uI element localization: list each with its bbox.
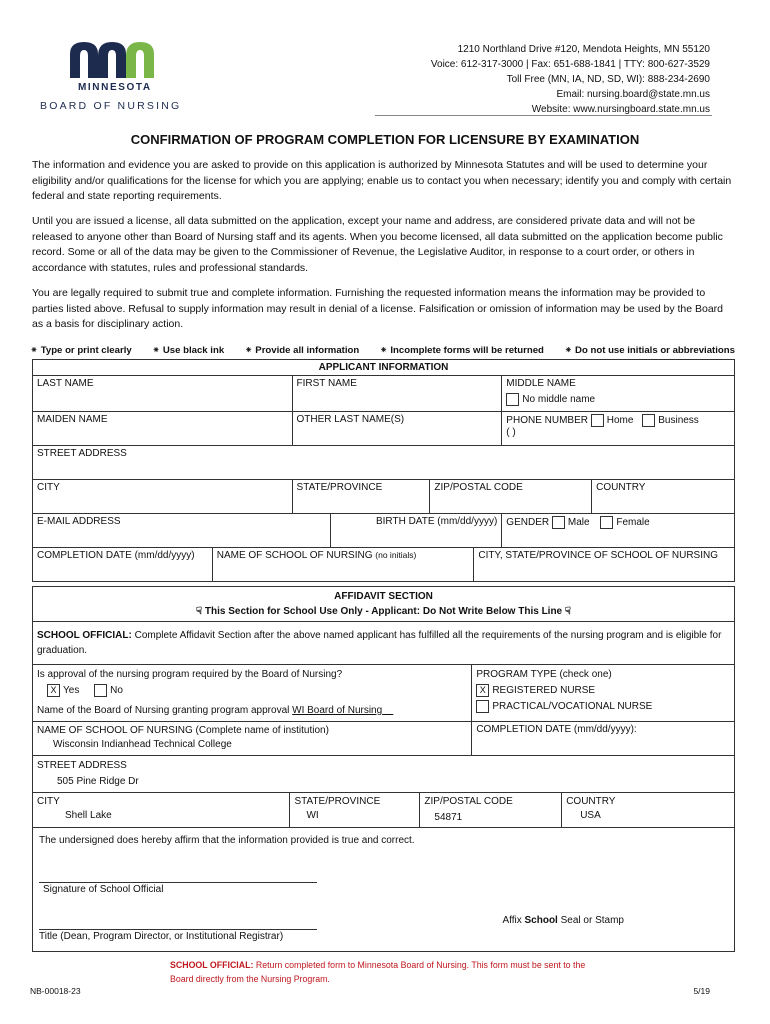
school-city-value: Shell Lake [65,810,112,821]
board-granting-value[interactable]: WI Board of Nursing [292,705,383,716]
school-zip-field[interactable]: ZIP/POSTAL CODE 54871 [420,793,562,828]
gender-field[interactable]: GENDER Male Female [502,514,735,548]
form-version: 5/19 [693,986,710,996]
institution-field[interactable]: NAME OF SCHOOL OF NURSING (Complete name of institution) Wisconsin Indianhead Technical College [33,722,472,756]
bullet-item: ⁕ Incomplete forms will be returned [380,345,544,356]
school-street-value: 505 Pine Ridge Dr [57,776,139,787]
contact-block [431,42,710,117]
affirm-statement: The undersigned does hereby affirm that the information provided is true and correct. [39,835,415,846]
school-country-field[interactable]: COUNTRY USA [562,793,735,828]
school-state-value: WI [306,810,319,821]
first-name-field[interactable]: FIRST NAME [292,376,502,412]
signature-label: Signature of School Official [43,884,164,895]
city-field[interactable]: CITY [33,480,293,514]
mn-logo-icon [40,40,160,80]
down-arrow-icon: ☟ [562,606,571,617]
school-country-value: USA [580,810,601,821]
contact-tollfree: Toll Free (MN, IA, ND, SD, WI): 888-234-2690 [506,74,710,85]
board-logo [40,40,190,115]
seal-area[interactable]: Affix School Seal or Stamp [502,915,624,926]
return-instructions: SCHOOL OFFICIAL: Return completed form to Minnesota Board of Nursing. This form must be sent to the Board directly from the Nursing Program. [170,960,586,984]
practical-nurse-checkbox[interactable] [476,700,489,713]
male-checkbox[interactable] [552,516,565,529]
other-last-names-field[interactable]: OTHER LAST NAME(S) [292,412,502,446]
instructions-bullets [30,345,735,356]
completion-date-field[interactable]: COMPLETION DATE (mm/dd/yyyy) [33,548,213,582]
bullet-item: ⁕ Provide all information [245,345,360,356]
title-line[interactable] [39,919,317,930]
state-field[interactable]: STATE/PROVINCE [292,480,430,514]
signature-block [33,828,735,952]
maiden-name-field[interactable]: MAIDEN NAME [33,412,293,446]
contact-phone: Voice: 612-317-3000 | Fax: 651-688-1841 | TTY: 800-627-3529 [430,59,710,70]
middle-name-field[interactable]: MIDDLE NAME No middle name [502,376,735,412]
affidavit-heading: AFFIDAVIT SECTION [334,591,433,602]
school-street-field[interactable]: STREET ADDRESS 505 Pine Ridge Dr [33,756,735,793]
registered-nurse-checkbox[interactable]: X [476,684,489,697]
logo-board-text: BOARD OF NURSING [40,100,182,112]
program-type-cell: PROGRAM TYPE (check one) X REGISTERED NURSE PRACTICAL/VOCATIONAL NURSE [472,665,735,722]
birth-date-field[interactable]: BIRTH DATE (mm/dd/yyyy) [330,514,502,548]
header-divider [375,115,712,116]
affidavit-header [33,587,735,622]
email-field[interactable]: E-MAIL ADDRESS [33,514,331,548]
school-state-field[interactable]: STATE/PROVINCE WI [290,793,420,828]
affidavit-subheading: This Section for School Use Only - Applicant: Do Not Write Below This Line [204,606,563,617]
bullet-item: ⁕ Type or print clearly [30,345,132,356]
contact-website: Website: www.nursingboard.state.mn.us [531,104,710,115]
bullet-item: ⁕ Do not use initials or abbreviations [564,345,735,356]
street-address-field[interactable]: STREET ADDRESS [33,446,735,480]
bullet-item: ⁕ Use black ink [152,345,224,356]
affidavit-section [32,586,735,952]
logo-state-text: MINNESOTA [78,82,152,93]
school-name-field[interactable]: NAME OF SCHOOL OF NURSING (no initials) [212,548,474,582]
intro-paragraph-1: The information and evidence you are asked to provide on this application is authorized by Minnesota Statutes and will be used to determine your eligibility and/or qualifications for the license for which you are applying; enable us to contact you when necessary; identify you and comply with certain federal and state reporting requirements. [32,159,732,202]
phone-home-checkbox[interactable] [591,414,604,427]
title-label: Title (Dean, Program Director, or Institutional Registrar) [39,931,284,942]
down-arrow-icon: ☟ [196,606,205,617]
zip-field[interactable]: ZIP/POSTAL CODE [430,480,592,514]
phone-business-checkbox[interactable] [642,414,655,427]
institution-value: Wisconsin Indianhead Technical College [53,739,232,750]
contact-email: Email: nursing.board@state.mn.us [556,89,710,100]
school-official-instructions: SCHOOL OFFICIAL: Complete Affidavit Section after the above named applicant has fulfilled all the requirements of the nursing program and is eligible for graduation. [33,622,735,665]
applicant-heading: APPLICANT INFORMATION [33,360,735,376]
intro-paragraph-3: You are legally required to submit true and complete information. Furnishing the requested information means the information may be provided to parties listed above. Refusal to supply information may result in denial of a license. Falsification or omission of information may be used by the Board as a basis for disciplinary action. [32,287,724,330]
no-middle-name-checkbox[interactable] [506,393,519,406]
approval-no-checkbox[interactable] [94,684,107,697]
country-field[interactable]: COUNTRY [592,480,735,514]
form-code: NB-00018-23 [30,986,81,996]
school-city-field[interactable]: CITY, STATE/PROVINCE OF SCHOOL OF NURSING [474,548,735,582]
page-title: CONFIRMATION OF PROGRAM COMPLETION FOR LICENSURE BY EXAMINATION [130,132,640,147]
approval-question-cell: Is approval of the nursing program required by the Board of Nursing? X Yes No Name of the Board of Nursing granting program approval WI Board of Nursing [33,665,472,722]
approval-yes-checkbox[interactable]: X [47,684,60,697]
last-name-field[interactable]: LAST NAME [33,376,293,412]
applicant-section [32,359,735,582]
school-city-field[interactable]: CITY Shell Lake [33,793,290,828]
signature-line[interactable] [39,872,317,883]
school-zip-value: 54871 [434,812,463,823]
female-checkbox[interactable] [600,516,613,529]
intro-paragraph-2: Until you are issued a license, all data submitted on the application, except your name and address, are considered private data and will not be released to anyone other than Board of Nursing staff and its agents. When you become licensed, all data submitted on the application become public record. Some or all of the data may be given to the Commissioner of Revenue, the Legislative Auditor, in response to a court order, or others in accordance with statutes, rules and professional standards. [32,215,723,274]
contact-address: 1210 Northland Drive #120, Mendota Heights, MN 55120 [457,44,710,55]
completion-date-affidavit-field[interactable]: COMPLETION DATE (mm/dd/yyyy): [472,722,735,756]
phone-number-field[interactable]: PHONE NUMBER Home Business ( ) [502,412,735,446]
